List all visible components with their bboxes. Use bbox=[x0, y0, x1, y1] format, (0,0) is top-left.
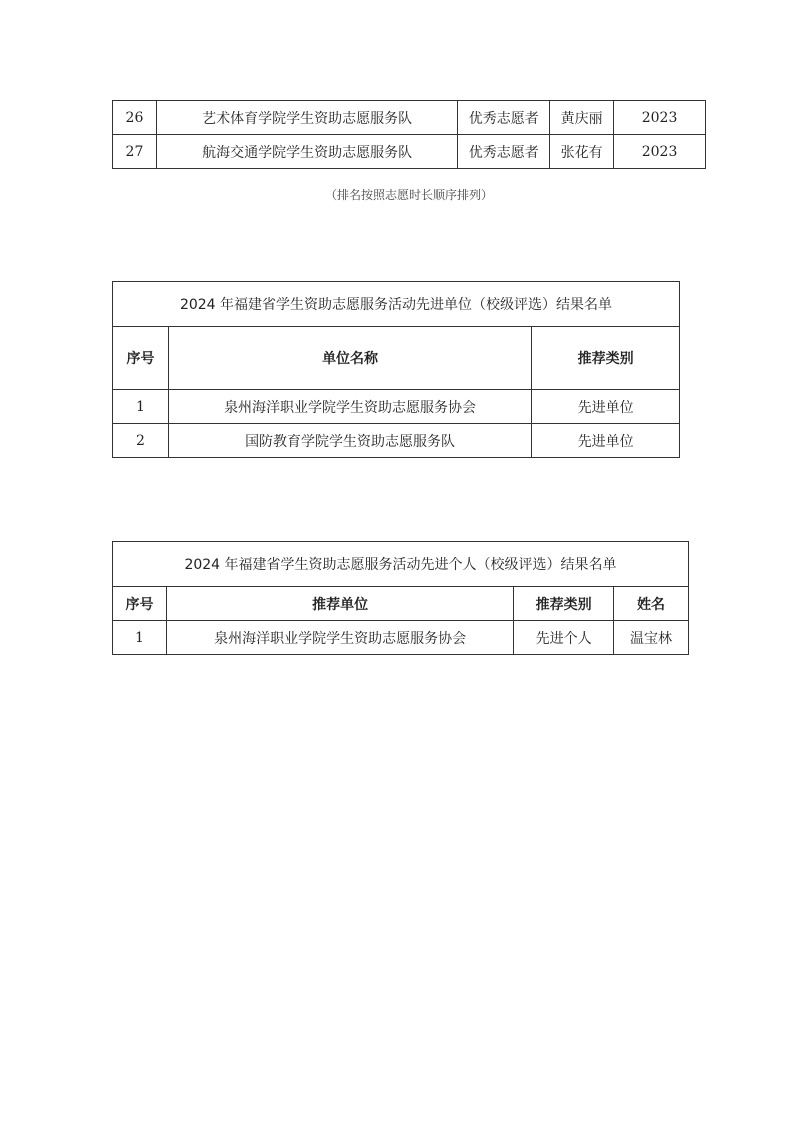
unit-name: 航海交通学院学生资助志愿服务队 bbox=[156, 135, 457, 169]
ranking-note: （排名按照志愿时长顺序排列） bbox=[324, 188, 493, 202]
unit-name: 艺术体育学院学生资助志愿服务队 bbox=[156, 101, 457, 135]
row-number: 1 bbox=[113, 621, 167, 655]
header-number: 序号 bbox=[113, 587, 167, 621]
volunteer-list-table-continued bbox=[112, 100, 706, 169]
award-category: 先进单位 bbox=[532, 390, 680, 424]
table-header-row bbox=[113, 587, 689, 621]
table-row bbox=[113, 101, 706, 135]
unit-name: 泉州海洋职业学院学生资助志愿服务协会 bbox=[166, 621, 513, 655]
award-category: 优秀志愿者 bbox=[458, 101, 550, 135]
row-number: 27 bbox=[113, 135, 157, 169]
table-row bbox=[113, 390, 680, 424]
year: 2023 bbox=[614, 101, 706, 135]
header-recommending-unit: 推荐单位 bbox=[166, 587, 513, 621]
table-row bbox=[113, 135, 706, 169]
award-category: 先进单位 bbox=[532, 424, 680, 458]
year: 2023 bbox=[614, 135, 706, 169]
table-title: 2024 年福建省学生资助志愿服务活动先进个人（校级评选）结果名单 bbox=[113, 542, 689, 587]
row-number: 1 bbox=[113, 390, 169, 424]
person-name: 温宝林 bbox=[614, 621, 689, 655]
award-category: 先进个人 bbox=[514, 621, 614, 655]
unit-name: 泉州海洋职业学院学生资助志愿服务协会 bbox=[168, 390, 531, 424]
award-category: 优秀志愿者 bbox=[458, 135, 550, 169]
table-row bbox=[113, 621, 689, 655]
header-number: 序号 bbox=[113, 327, 169, 390]
header-unit-name: 单位名称 bbox=[168, 327, 531, 390]
unit-name: 国防教育学院学生资助志愿服务队 bbox=[168, 424, 531, 458]
table-row bbox=[113, 424, 680, 458]
table-title: 2024 年福建省学生资助志愿服务活动先进单位（校级评选）结果名单 bbox=[113, 282, 680, 327]
table-header-row bbox=[113, 327, 680, 390]
header-name: 姓名 bbox=[614, 587, 689, 621]
header-category: 推荐类别 bbox=[514, 587, 614, 621]
advanced-individual-table bbox=[112, 541, 689, 655]
header-category: 推荐类别 bbox=[532, 327, 680, 390]
row-number: 26 bbox=[113, 101, 157, 135]
row-number: 2 bbox=[113, 424, 169, 458]
person-name: 黄庆丽 bbox=[550, 101, 614, 135]
advanced-unit-table bbox=[112, 281, 680, 458]
person-name: 张花有 bbox=[550, 135, 614, 169]
